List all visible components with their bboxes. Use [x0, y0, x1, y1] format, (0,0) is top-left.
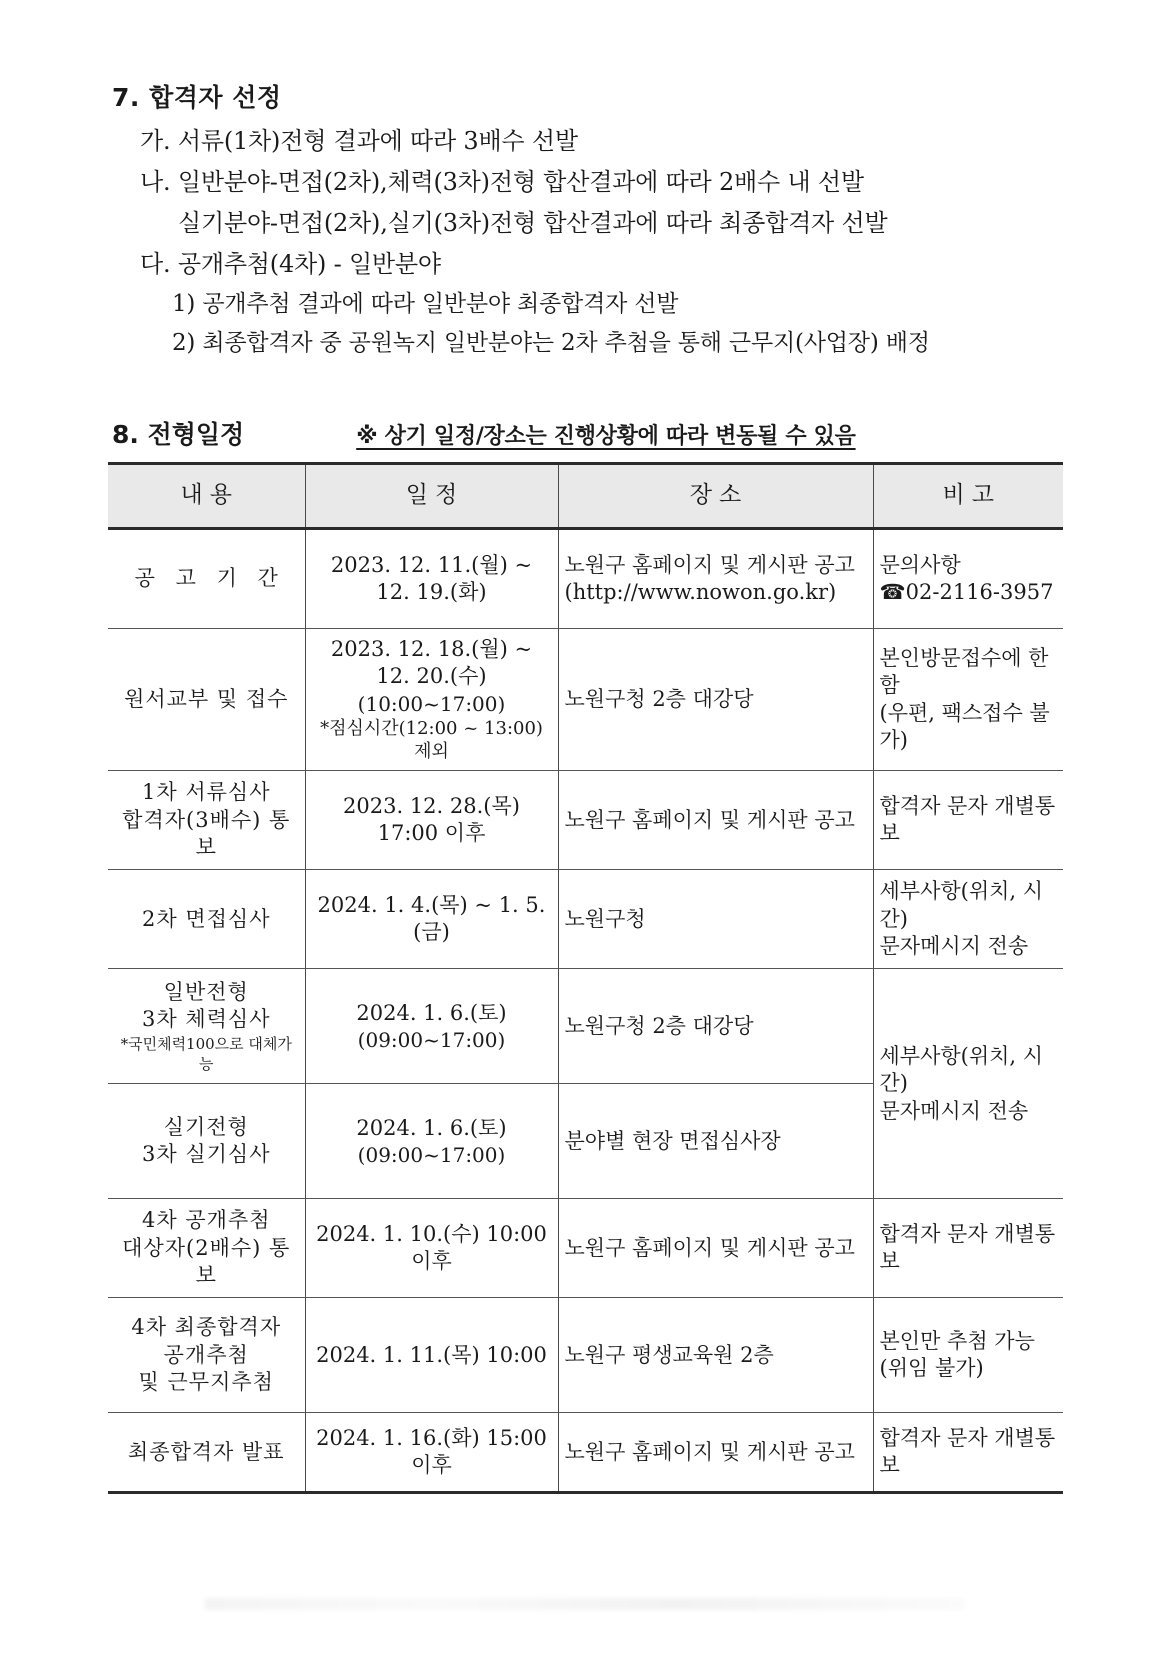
cell-content [108, 1084, 305, 1199]
row-name-sub: 대상자(2배수) 통보 [122, 1235, 291, 1288]
row-name: 1차 서류심사 [142, 780, 271, 805]
row-remark-line1: 본인방문접수에 한함 [879, 646, 1049, 698]
row-remark-line2: (우편, 팩스접수 불가) [879, 700, 1050, 752]
column-header-place: 장소 [558, 464, 873, 529]
row-date-time: (10:00~17:00) [357, 691, 506, 716]
table-row [108, 771, 1063, 870]
cell-remarks [873, 870, 1063, 969]
section-7-item-ga [112, 126, 1072, 156]
row-name: 일반전형 [163, 979, 249, 1004]
row-date-time: (09:00~17:00) [357, 1143, 506, 1168]
row-name: 최종합격자 발표 [127, 1439, 285, 1464]
cell-date [305, 771, 558, 870]
item-text-da: 공개추첨(4차) - 일반분야 [177, 250, 441, 278]
cell-content [108, 1199, 305, 1298]
row-name-sub2: 및 근무지추첨 [138, 1370, 274, 1395]
row-date: 2023. 12. 18.(월) ~ 12. 20.(수) [330, 637, 533, 689]
row-remark-line1: 세부사항(위치, 시간) [879, 1043, 1044, 1096]
section-7-subitem-2 [112, 329, 1072, 358]
row-name: 실기전형 [163, 1115, 249, 1140]
cell-place [558, 1298, 873, 1413]
section-7-item-na [112, 167, 1072, 197]
cell-place [558, 529, 873, 629]
row-remark-line1: 본인만 추첨 가능 [879, 1329, 1035, 1354]
row-date: 2024. 1. 6.(토) [356, 1115, 507, 1140]
row-name-sub: 합격자(3배수) 통보 [122, 807, 291, 860]
cell-date [305, 870, 558, 969]
subitem-marker-1: 1) [172, 291, 196, 317]
row-date-exception: *점심시간(12:00 ~ 13:00) 제외 [320, 717, 543, 762]
item-marker-ga: 가. [140, 127, 171, 155]
cell-remarks [873, 771, 1063, 870]
item-text-na: 일반분야-면접(2차),체력(3차)전형 합산결과에 따라 2배수 내 선발 [177, 168, 864, 196]
row-date: 2024. 1. 10.(수) 10:00 이후 [316, 1222, 547, 1274]
row-name: 4차 최종합격자 [131, 1315, 282, 1340]
cell-date [305, 629, 558, 771]
table-row [108, 1413, 1063, 1493]
row-remark-line2: 문자메시지 전송 [879, 1098, 1029, 1123]
table-row [108, 870, 1063, 969]
subitem-text-1: 공개추첨 결과에 따라 일반분야 최종합격자 선발 [202, 291, 679, 317]
row-remark-line2: 문자메시지 전송 [879, 934, 1029, 959]
cell-place [558, 870, 873, 969]
table-row [108, 1199, 1063, 1298]
row-date: 2024. 1. 4.(목) ~ 1. 5.(금) [317, 893, 546, 945]
cell-date [305, 1199, 558, 1298]
row-remark-line1: 합격자 문자 개별통보 [879, 794, 1056, 846]
row-place: 노원구 홈페이지 및 게시판 공고 [564, 1235, 855, 1260]
row-name: 2차 면접심사 [142, 906, 271, 931]
schedule-table [108, 462, 1063, 1494]
item-marker-na: 나. [140, 168, 171, 196]
row-date: 2024. 1. 11.(목) 10:00 [316, 1342, 547, 1367]
section-7-subitem-1 [112, 290, 1072, 319]
cell-content [108, 969, 305, 1084]
cell-place [558, 771, 873, 870]
section-8-note: ※ 상기 일정/장소는 진행상황에 따라 변동될 수 있음 [356, 424, 856, 449]
row-place: 노원구청 [564, 906, 646, 931]
cell-date [305, 1413, 558, 1493]
table-row [108, 969, 1063, 1084]
row-remark-line1: 세부사항(위치, 시간) [879, 879, 1044, 931]
table-header-row [108, 464, 1063, 529]
cell-date [305, 1298, 558, 1413]
section-7-item-da [112, 249, 1072, 279]
cell-place [558, 629, 873, 771]
cell-content [108, 529, 305, 629]
row-name: 4차 공개추첨 [142, 1208, 271, 1233]
row-place: 노원구청 2층 대강당 [564, 687, 754, 712]
cell-remarks [873, 629, 1063, 771]
row-name-sub: 공개추첨 [163, 1342, 249, 1367]
row-name-sub: 3차 체력심사 [142, 1006, 271, 1031]
row-place: 노원구 홈페이지 및 게시판 공고 [564, 1439, 855, 1464]
row-place: 노원구청 2층 대강당 [564, 1013, 754, 1038]
cell-remarks [873, 1199, 1063, 1298]
column-header-date: 일정 [305, 464, 558, 529]
column-header-remarks: 비고 [873, 464, 1063, 529]
table-row [108, 629, 1063, 771]
row-place: 노원구 홈페이지 및 게시판 공고 [564, 807, 855, 832]
row-remark-line1: 합격자 문자 개별통보 [879, 1222, 1056, 1274]
cell-content [108, 771, 305, 870]
row-date: 2024. 1. 16.(화) 15:00 이후 [316, 1426, 547, 1478]
cell-remarks [873, 1413, 1063, 1493]
schedule-table-wrapper [108, 462, 1063, 1494]
table-row [108, 1298, 1063, 1413]
row-remark-line2: ☎02-2116-3957 [879, 580, 1054, 604]
section-8-header [112, 415, 1062, 451]
row-date-time: (09:00~17:00) [357, 1028, 506, 1053]
row-name: 공 고 기 간 [134, 566, 285, 591]
item-text-ga: 서류(1차)전형 결과에 따라 3배수 선발 [177, 127, 578, 155]
row-place: 분야별 현장 면접심사장 [564, 1128, 781, 1153]
cell-remarks [873, 969, 1063, 1199]
row-remark-line1: 합격자 문자 개별통보 [879, 1426, 1056, 1478]
subitem-marker-2: 2) [172, 329, 196, 356]
row-name-footnote: *국민체력100으로 대체가능 [120, 1035, 292, 1073]
row-remark-line1: 문의사항 [879, 552, 961, 577]
subitem-text-2: 최종합격자 중 공원녹지 일반분야는 2차 추첨을 통해 근무지(사업장) 배정 [202, 329, 930, 356]
scan-artifact [205, 1598, 965, 1610]
cell-content [108, 629, 305, 771]
item-marker-da: 다. [140, 250, 171, 278]
row-place-url: (http://www.nowon.go.kr) [564, 580, 837, 604]
cell-date [305, 969, 558, 1084]
cell-content [108, 870, 305, 969]
column-header-content: 내용 [108, 464, 305, 529]
cell-content [108, 1413, 305, 1493]
cell-date [305, 1084, 558, 1199]
cell-place [558, 969, 873, 1084]
row-date: 2023. 12. 11.(월) ~ 12. 19.(화) [330, 552, 533, 604]
cell-content [108, 1298, 305, 1413]
item-text-na-2: 실기분야-면접(2차),실기(3차)전형 합산결과에 따라 최종합격자 선발 [178, 209, 888, 237]
row-date: 2023. 12. 28.(목) 17:00 이후 [343, 794, 520, 846]
section-7 [112, 78, 1072, 368]
table-row [108, 529, 1063, 629]
cell-date [305, 529, 558, 629]
cell-remarks [873, 1298, 1063, 1413]
section-7-item-na-continued [112, 208, 1072, 238]
cell-place [558, 1084, 873, 1199]
row-remark-line2: (위임 불가) [879, 1356, 984, 1381]
section-7-heading: 7. 합격자 선정 [112, 83, 282, 112]
row-name: 원서교부 및 접수 [124, 687, 289, 712]
cell-place [558, 1413, 873, 1493]
cell-place [558, 1199, 873, 1298]
row-date: 2024. 1. 6.(토) [356, 1000, 507, 1025]
row-place: 노원구 평생교육원 2층 [564, 1342, 774, 1367]
section-8-heading: 8. 전형일정 [112, 420, 245, 449]
cell-remarks [873, 529, 1063, 629]
row-place: 노원구 홈페이지 및 게시판 공고 [564, 552, 855, 577]
row-name-sub: 3차 실기심사 [142, 1142, 271, 1167]
